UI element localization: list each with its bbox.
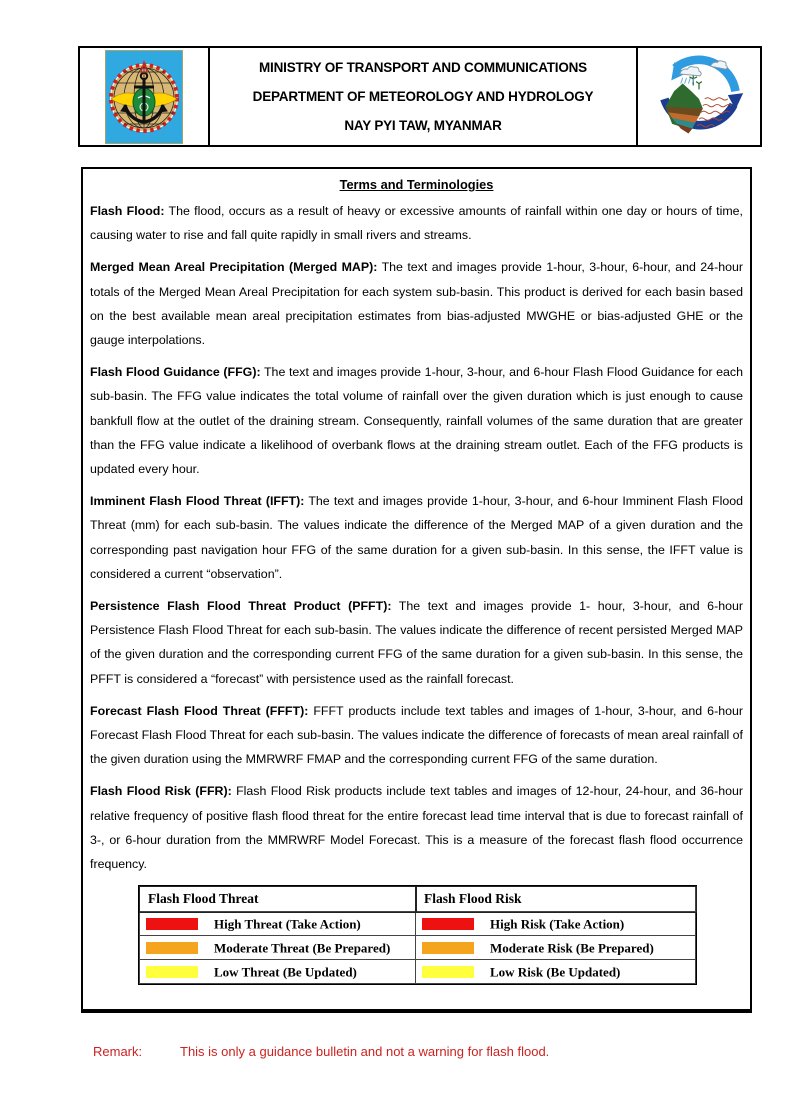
letterhead-titles (210, 48, 638, 145)
legend-cell-moderate-risk (416, 936, 696, 960)
legend-cell-low-risk (416, 960, 696, 984)
definition-ffr: Flash Flood Risk products include text tables and images of 12-hour, 24-hour, and 36-hour relative frequency of positive flash flood threat for the entire forecast lead time interval that is due to forecast rainfall of 3-, or 6-hour duration from the MMRWRF Model Forecast. This is a measure of the forecast flash flood occurrence frequency. (90, 784, 744, 872)
low-risk-color-swatch (422, 966, 474, 978)
definition-merged-map: The text and images provide 1-hour, 3-hour, 6-hour, and 24-hour totals of the Merged Mean Areal Precipitation for each system sub-basin. This product is derived for each basin based on the best available mean areal precipitation estimates from bias-adjusted MWGHE or bias-adjusted GHE or the gauge interpolations. (90, 260, 743, 348)
definition-ffft: FFFT products include text tables and images of 1-hour, 3-hour, and 6-hour Forecast Flash Flood Threat for each sub-basin. The values indicate the difference of forecasts of mean areal rainfall of the given duration using the MMRWRF FMAP and the corresponding current FFG of the same duration. (90, 703, 743, 767)
paragraph-pfft (90, 594, 743, 691)
high-risk-label: High Risk (Take Action) (490, 916, 625, 932)
definition-pfft: The text and images provide 1- hour, 3-hour, and 6-hour Persistence Flash Flood Threat for each sub-basin. The values indicate the difference of recent persisted Merged MAP of the given duration and the corresponding current FFG of the same duration for a given sub-basin. In this sense, the PFFT is considered a “forecast” with persistence used as the rainfall forecast. (90, 599, 743, 686)
moderate-risk-label: Moderate Risk (Be Prepared) (490, 940, 654, 956)
legend-row-moderate (140, 936, 696, 960)
high-threat-label: High Threat (Take Action) (214, 916, 361, 932)
remark-text: This is only a guidance bulletin and not a warning for flash flood. (180, 1044, 550, 1059)
dmh-logo-icon (649, 49, 749, 145)
ministry-emblem-logo (80, 48, 210, 145)
low-risk-label: Low Risk (Be Updated) (490, 964, 621, 980)
header-line-department: DEPARTMENT OF METEOROLOGY AND HYDROLOGY (252, 89, 594, 104)
remark-label: Remark: (93, 1044, 143, 1059)
term-ffr: Flash Flood Risk (FFR): (90, 784, 232, 799)
legend-table (139, 886, 696, 984)
header-line-city: NAY PYI TAW, MYANMAR (344, 118, 502, 133)
header-line-ministry: MINISTRY OF TRANSPORT AND COMMUNICATIONS (259, 60, 587, 75)
term-ifft: Imminent Flash Flood Threat (IFFT): (90, 494, 305, 509)
moderate-risk-color-swatch (422, 942, 474, 954)
paragraph-flash-flood (90, 199, 743, 247)
letterhead (78, 46, 762, 147)
high-risk-color-swatch (422, 918, 474, 930)
paragraph-ffft (90, 699, 743, 772)
moderate-threat-label: Moderate Threat (Be Prepared) (214, 940, 391, 956)
moderate-threat-color-swatch (146, 942, 198, 954)
paragraph-ifft (90, 489, 743, 586)
terms-section (81, 167, 752, 1013)
low-threat-color-swatch (146, 966, 198, 978)
section-title: Terms and Terminologies (339, 177, 494, 192)
legend-cell-moderate-threat (140, 936, 416, 960)
dmh-logo (638, 48, 760, 145)
definition-ffg: The text and images provide 1-hour, 3-hour, and 6-hour Flash Flood Guidance for each sub-basin. The FFG value indicates the total volume of rainfall over the given duration which is just enough to cause bankfull flow at the outlet of the draining stream. Consequently, rainfall volumes of the same duration that are greater than the FFG value indicate a likelihood of overbank flows at the draining stream outlet. Each of the FFG products is updated every hour. (90, 365, 743, 477)
paragraph-merged-map (90, 255, 743, 352)
legend-row-low (140, 960, 696, 984)
term-pfft: Persistence Flash Flood Threat Product (PFFT): (90, 599, 392, 614)
legend-header-threat: Flash Flood Threat (140, 887, 416, 912)
remark (93, 1044, 549, 1059)
definition-ifft: The text and images provide 1-hour, 3-hour, and 6-hour Imminent Flash Flood Threat (mm) for each sub-basin. The values indicate the difference of the Merged MAP of a given duration and the corresponding past navigation hour FFG of the same duration for a given sub-basin. In this sense, the IFFT value is considered a current “observation”. (90, 494, 743, 581)
legend-row-high (140, 912, 696, 936)
legend-cell-high-threat (140, 912, 416, 936)
legend-cell-low-threat (140, 960, 416, 984)
paragraph-ffr (90, 779, 743, 876)
term-ffg: Flash Flood Guidance (FFG): (90, 365, 261, 380)
term-ffft: Forecast Flash Flood Threat (FFFT): (90, 703, 309, 718)
term-merged-map: Merged Mean Areal Precipitation (Merged MAP): (90, 260, 378, 275)
definition-flash-flood: The flood, occurs as a result of heavy or excessive amounts of rainfall within one day or hours of time, causing water to rise and fall quite rapidly in small rivers and streams. (90, 204, 744, 243)
ministry-emblem-icon (105, 50, 183, 144)
legend-header-risk: Flash Flood Risk (416, 887, 696, 912)
legend-cell-high-risk (416, 912, 696, 936)
high-threat-color-swatch (146, 918, 198, 930)
term-flash-flood: Flash Flood: (90, 204, 165, 218)
legend-header-row (140, 887, 696, 912)
low-threat-label: Low Threat (Be Updated) (214, 964, 357, 980)
paragraph-ffg (90, 360, 743, 481)
